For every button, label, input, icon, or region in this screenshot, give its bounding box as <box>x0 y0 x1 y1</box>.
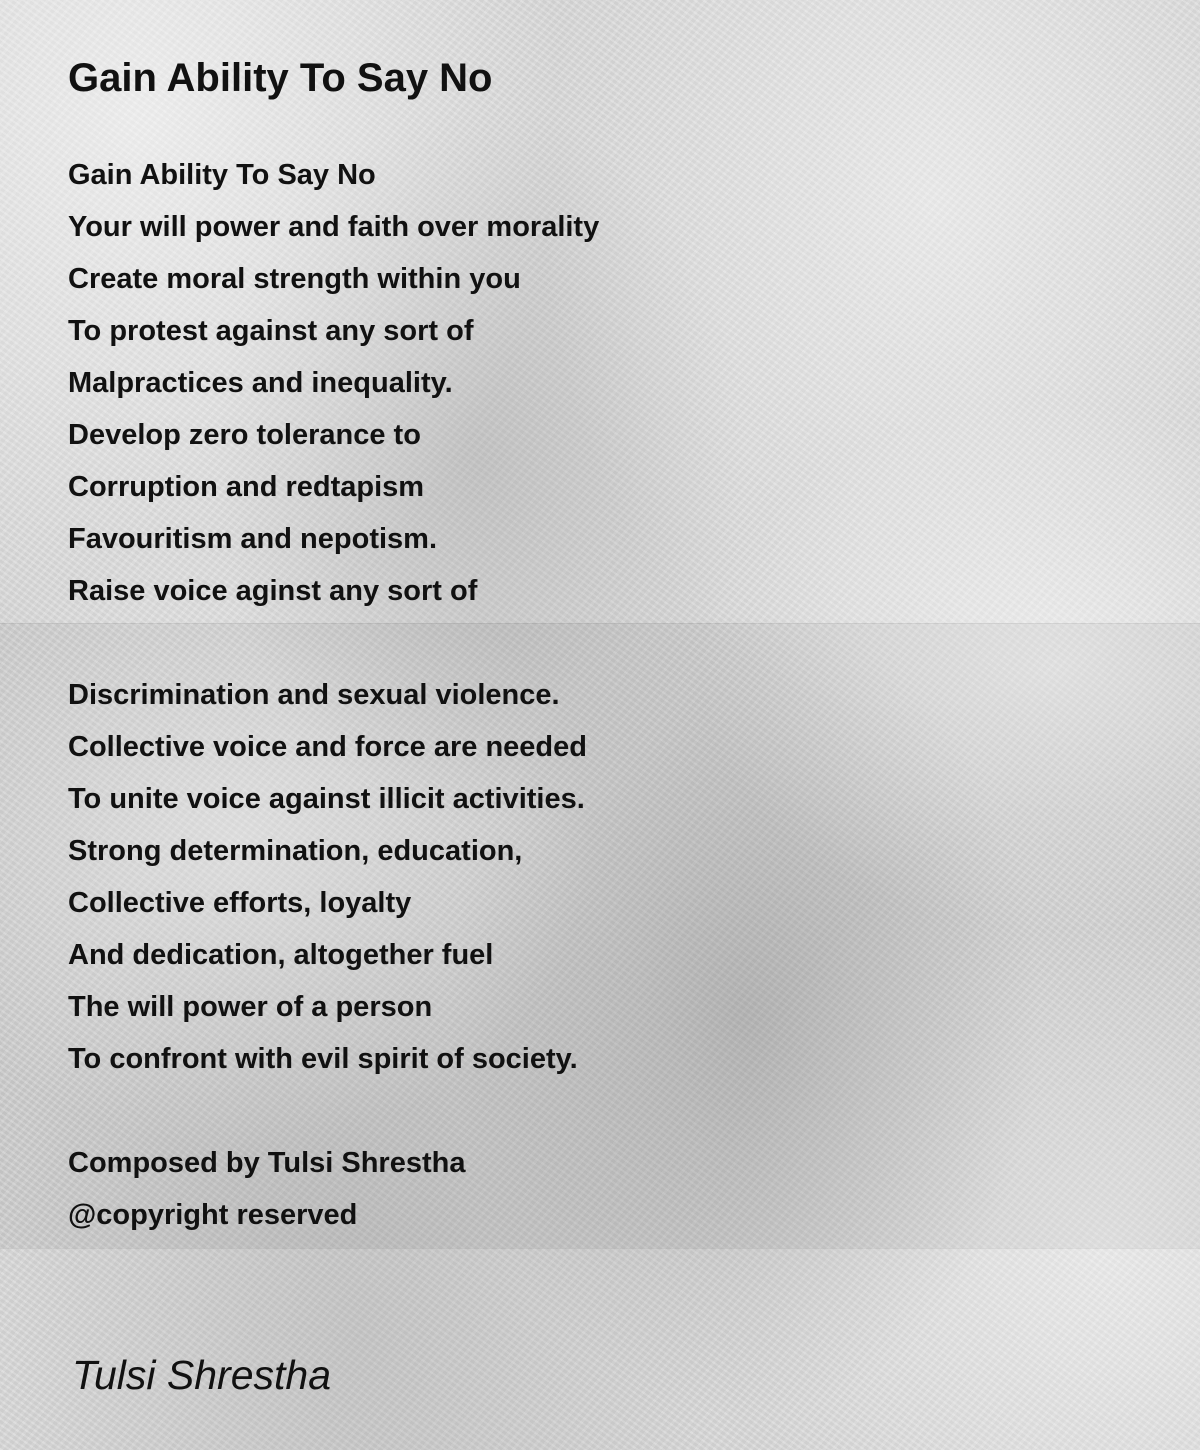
poem-line: To confront with evil spirit of society. <box>68 1043 578 1075</box>
poem-line: Gain Ability To Say No <box>68 159 376 191</box>
poem-line: To protest against any sort of <box>68 315 474 347</box>
poem-line: Favouritism and nepotism. <box>68 523 437 555</box>
poem-line: Your will power and faith over morality <box>68 211 600 243</box>
band-divider <box>0 623 1200 624</box>
poem-line: Raise voice aginst any sort of <box>68 575 478 607</box>
composer-credit: Composed by Tulsi Shrestha <box>68 1147 466 1179</box>
band-divider <box>0 1248 1200 1249</box>
background-band-bottom <box>0 1248 1200 1450</box>
poem-line: Strong determination, education, <box>68 835 523 867</box>
poem-line: Collective efforts, loyalty <box>68 887 412 919</box>
poem-line: Collective voice and force are needed <box>68 731 587 763</box>
poem-line: Malpractices and inequality. <box>68 367 453 399</box>
poem-stanza-2 <box>68 669 587 1085</box>
poem-line: And dedication, altogether fuel <box>68 939 494 971</box>
poem-line: Corruption and redtapism <box>68 471 425 503</box>
poem-line: To unite voice against illicit activities. <box>68 783 585 815</box>
poem-credits <box>68 1137 465 1241</box>
copyright-notice: @copyright reserved <box>68 1199 358 1231</box>
author-name: Tulsi Shrestha <box>72 1352 332 1398</box>
poem-line: The will power of a person <box>68 991 433 1023</box>
poem-line: Develop zero tolerance to <box>68 419 421 451</box>
poem-stanza-1 <box>68 149 599 617</box>
poem-line: Discrimination and sexual violence. <box>68 679 560 711</box>
poem-line: Create moral strength within you <box>68 263 521 295</box>
poem-title: Gain Ability To Say No <box>68 56 493 100</box>
